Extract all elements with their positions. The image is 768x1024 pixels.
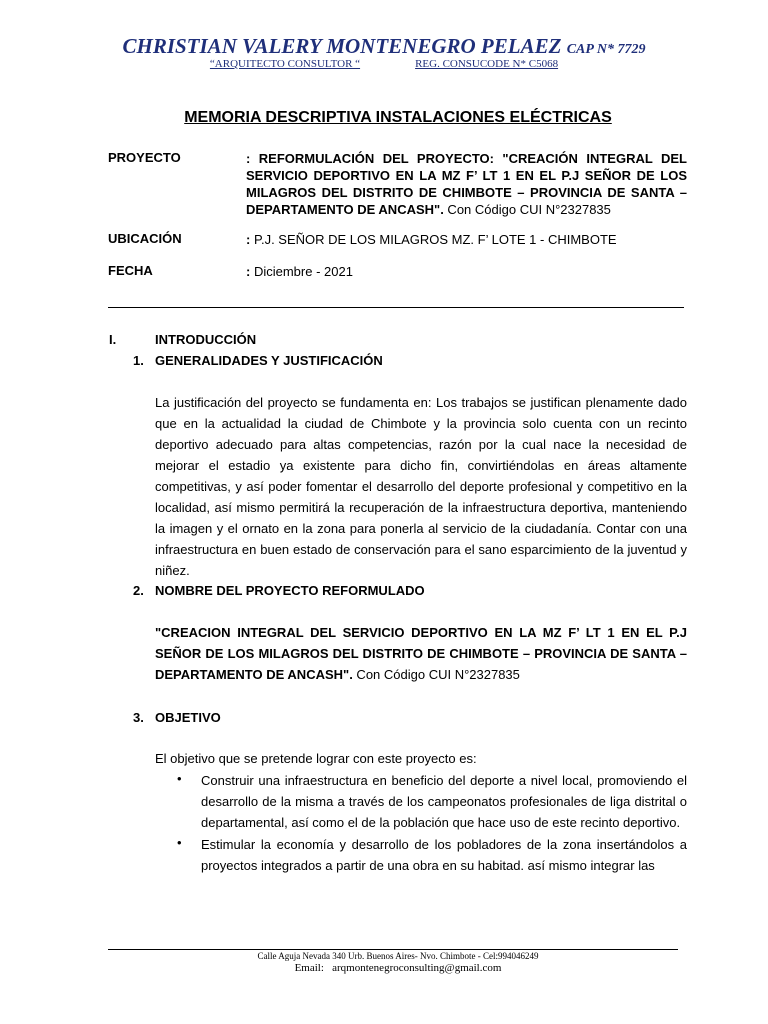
proyecto-cui-text: Con Código CUI N°2327835	[443, 202, 611, 217]
architect-role: “ARQUITECTO CONSULTOR “	[209, 58, 361, 70]
registration-number: REG. CONSUCODE N* C5068	[415, 58, 559, 70]
objective-intro: El objetivo que se pretende lograr con este proyecto es:	[155, 751, 477, 766]
label-proyecto: PROYECTO	[108, 150, 181, 165]
footer-email-line	[0, 962, 768, 974]
footer-email: arqmontenegroconsulting@gmail.com	[332, 962, 502, 974]
section-title-intro: INTRODUCCIÓN	[155, 332, 257, 347]
section-title-3: OBJETIVO	[155, 710, 221, 725]
proyecto-bold-text: : REFORMULACIÓN DEL PROYECTO: "CREACIÓN INTEGRAL DEL SERVICIO DEPORTIVO EN LA MZ F’ LT 1 EN EL P.J SEÑOR DE LOS MILAGROS DEL DISTRITO DE CHIMBOTE – PROVINCIA DE SANTA – DEPARTAMENTO DE ANCASH".	[246, 151, 687, 217]
fecha-colon: :	[246, 264, 251, 279]
section-number-1: 1.	[133, 353, 144, 368]
value-proyecto	[246, 150, 687, 218]
header-divider	[108, 307, 684, 308]
ubicacion-text: P.J. SEÑOR DE LOS MILAGROS MZ. F’ LOTE 1 - CHIMBOTE	[250, 232, 617, 247]
fecha-text: Diciembre - 2021	[250, 264, 353, 279]
document-title: MEMORIA DESCRIPTIVA INSTALACIONES ELÉCTRICAS	[184, 109, 612, 126]
footer-divider	[108, 949, 678, 950]
project-name-cui: Con Código CUI N°2327835	[352, 667, 520, 682]
justification-paragraph: La justificación del proyecto se fundamenta en: Los trabajos se justifican plenamente dado que en la actualidad la ciudad de Chimbote y la provincia solo cuenta con un recinto deportivo adecuado para altas competencias, razón por la cual nace la necesidad de mejorar el estadio ya existente para dicho fin, convirtiéndolas en áreas altamente competitivas, y así poder fomentar el desarrollo del deporte profesional y competitivo en la localidad, así mismo permitirá la recuperación de la infraestructura deportiva, manteniendo la imagen y el ornato en la zona para ponerla al servicio de la ciudadanía. Contar con una infraestructura en buen estado de conservación para el sano esparcimiento de la juventud y niñez.	[155, 395, 687, 578]
ubicacion-colon: :	[246, 232, 251, 247]
label-ubicacion: UBICACIÓN	[108, 231, 182, 246]
letterhead-subtitle	[0, 58, 768, 70]
value-fecha	[246, 263, 687, 280]
letterhead-name	[0, 34, 768, 59]
objective-bullet-1: Construir una infraestructura en beneficio del deporte a nivel local, promoviendo el desarrollo de la misma a través de los campeonatos profesionales de liga distrital o departamental, así como el de la población que hace uso de este recinto deportivo.	[201, 773, 687, 830]
section-title-2: NOMBRE DEL PROYECTO REFORMULADO	[155, 583, 425, 598]
cap-number: CAP N* 7729	[566, 42, 646, 57]
bullet-icon: •	[177, 835, 182, 850]
value-ubicacion	[246, 231, 687, 248]
section-number-2: 2.	[133, 583, 144, 598]
footer-address: Calle Aguja Nevada 340 Urb. Buenos Aires- Nvo. Chimbote - Cel:994046249	[257, 951, 539, 961]
footer-email-label: Email:	[294, 962, 324, 974]
section-title-1: GENERALIDADES Y JUSTIFICACIÓN	[155, 353, 383, 368]
bullet-icon: •	[177, 771, 182, 786]
label-fecha: FECHA	[108, 263, 153, 278]
section-number-intro: I.	[109, 332, 117, 347]
project-name-bold: "CREACION INTEGRAL DEL SERVICIO DEPORTIVO EN LA MZ F’ LT 1 EN EL P.J SEÑOR DE LOS MILAGROS DEL DISTRITO DE CHIMBOTE – PROVINCIA DE SANTA – DEPARTAMENTO DE ANCASH".	[155, 625, 687, 682]
project-name-paragraph	[155, 622, 687, 685]
architect-name: CHRISTIAN VALERY MONTENEGRO PELAEZ	[122, 34, 562, 58]
objective-bullet-2: Estimular la economía y desarrollo de los pobladores de la zona insertándolos a proyectos integrados a partir de una obra en su habitad. así mismo integrar las	[201, 837, 687, 873]
section-number-3: 3.	[133, 710, 144, 725]
